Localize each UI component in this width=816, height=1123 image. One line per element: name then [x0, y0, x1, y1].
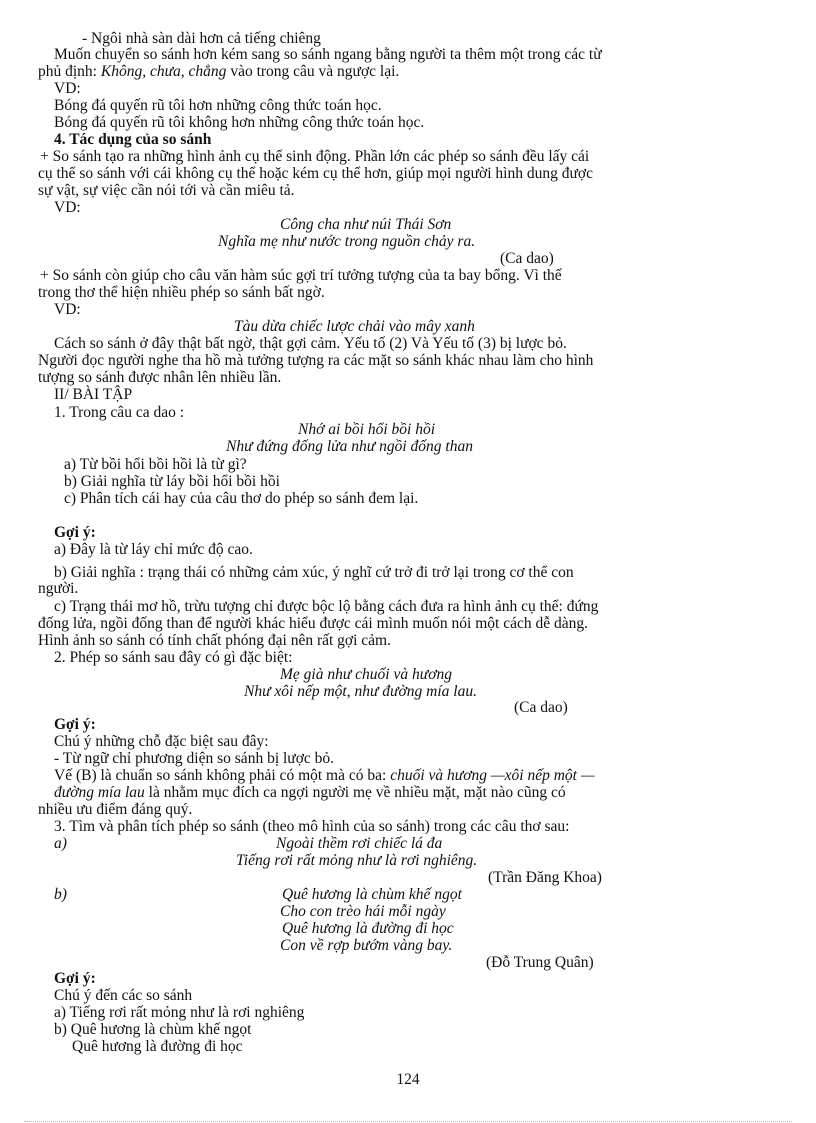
example-label: VD: — [54, 301, 81, 318]
exercise-question: 1. Trong câu ca dao : — [54, 404, 185, 421]
example-label: VD: — [54, 199, 81, 216]
text-segment: là nhằm mục đích ca ngợi người mẹ về nhiều mặt, mặt nào cũng có — [144, 784, 566, 801]
poem-line: Công cha như núi Thái Sơn — [280, 216, 452, 233]
poem-line: Nghĩa mẹ như nước trong nguồn chảy ra. — [218, 233, 476, 250]
body-line: cụ thể so sánh với cái không cụ thể hoặc kém cụ thể hơn, giúp mọi người hình dung được — [38, 165, 593, 182]
body-line: a) Đây là từ láy chỉ mức độ cao. — [54, 541, 253, 558]
body-line: đống lửa, ngồi đống than để người khác hiểu được cái mình muốn nói một cách dễ dàng. — [38, 615, 588, 632]
body-line: Chú ý đến các so sánh — [54, 987, 193, 1004]
italic-segment: chuối và hương —xôi nếp một — — [390, 767, 595, 784]
body-line: Bóng đá quyến rũ tôi hơn những công thức toán học. — [54, 97, 382, 114]
body-line: Cách so sánh ở đây thật bất ngờ, thật gợi cảm. Yếu tố (2) Và Yếu tố (3) bị lược bỏ. — [54, 335, 567, 352]
body-line — [54, 767, 595, 784]
hint-heading: Gợi ý: — [54, 716, 96, 733]
page-number: 124 — [396, 1071, 420, 1088]
poem-line: Cho con trèo hái mỗi ngày — [280, 903, 446, 920]
body-line: - Từ ngữ chỉ phương diện so sánh bị lược bỏ. — [54, 750, 335, 767]
section-heading: II/ BÀI TẬP — [54, 386, 133, 403]
list-item: c) Phân tích cái hay của câu thơ do phép so sánh đem lại. — [64, 490, 419, 507]
hint-heading: Gợi ý: — [54, 524, 96, 541]
poem-line: Nhớ ai bồi hổi bồi hồi — [298, 421, 436, 438]
poem-line: Quê hương là chùm khế ngọt — [282, 886, 462, 903]
body-line: Người đọc người nghe tha hồ mà tưởng tượng ra các mặt so sánh khác nhau làm cho hình — [38, 352, 594, 369]
list-marker: b) — [54, 886, 67, 903]
list-item: b) Giải nghĩa từ láy bồi hổi bồi hồi — [64, 473, 280, 490]
example-label: VD: — [54, 80, 81, 97]
body-line: a) Tiếng rơi rất mỏng như là rơi nghiêng — [54, 1004, 305, 1021]
italic-segment: Không, chưa, chẳng — [100, 63, 227, 80]
italic-segment: đường mía lau — [54, 784, 145, 801]
body-line: + So sánh tạo ra những hình ảnh cụ thể sinh động. Phần lớn các phép so sánh đều lấy cái — [40, 148, 590, 165]
source-credit: (Ca dao) — [514, 699, 568, 716]
body-line: người. — [38, 580, 79, 597]
exercise-question: 2. Phép so sánh sau đây có gì đặc biệt: — [54, 649, 293, 666]
text-segment: vào trong câu và ngược lại. — [226, 63, 400, 80]
body-line: nhiều ưu điểm đáng quý. — [38, 801, 193, 818]
body-line: Bóng đá quyến rũ tôi không hơn những công thức toán học. — [54, 114, 425, 131]
poem-line: Quê hương là đường đi học — [282, 920, 454, 937]
source-credit: (Ca dao) — [500, 250, 554, 267]
text-segment: phủ định: — [38, 63, 101, 80]
hint-heading: Gợi ý: — [54, 970, 96, 987]
body-line: + So sánh còn giúp cho câu văn hàm súc gợi trí tưởng tượng của ta bay bổng. Vì thế — [40, 267, 562, 284]
poem-line: Như xôi nếp một, như đường mía lau. — [244, 683, 477, 700]
body-line: sự vật, sự việc cần nói tới và cần miêu tả. — [38, 182, 295, 199]
section-heading: 4. Tác dụng của so sánh — [54, 131, 212, 148]
body-line: Hình ảnh so sánh có tính chất phóng đại nên rất gợi cảm. — [38, 632, 391, 649]
body-line: c) Trạng thái mơ hồ, trừu tượng chỉ được bộc lộ bằng cách đưa ra hình ảnh cụ thể: đứng — [54, 598, 599, 615]
bullet-line: - Ngôi nhà sàn dài hơn cả tiếng chiêng — [82, 30, 321, 47]
body-line: Quê hương là đường đi học — [72, 1038, 243, 1055]
poem-line: Con về rợp bướm vàng bay. — [280, 937, 453, 954]
body-line: trong thơ thể hiện nhiều phép so sánh bất ngờ. — [38, 284, 325, 301]
body-line: Chú ý những chỗ đặc biệt sau đây: — [54, 733, 269, 750]
poem-line: Như đứng đống lửa như ngồi đống than — [226, 438, 473, 455]
exercise-question: 3. Tìm và phân tích phép so sánh (theo mô hình của so sánh) trong các câu thơ sau: — [54, 818, 570, 835]
body-line — [38, 63, 399, 80]
body-line: b) Giải nghĩa : trạng thái có những cảm xúc, ý nghĩ cứ trở đi trở lại trong cơ thể con — [54, 564, 574, 581]
page-bottom-rule — [24, 1121, 792, 1122]
source-credit: (Đỗ Trung Quân) — [486, 954, 594, 971]
text-segment: Vế (B) là chuẩn so sánh không phải có một mà có ba: — [54, 767, 391, 784]
poem-line: Mẹ già như chuối và hương — [280, 666, 452, 683]
body-line: Muốn chuyển so sánh hơn kém sang so sánh ngang bằng người ta thêm một trong các từ — [54, 46, 602, 63]
body-line: b) Quê hương là chùm khế ngọt — [54, 1021, 252, 1038]
poem-line: Tàu dừa chiếc lược chải vào mây xanh — [234, 318, 475, 335]
body-line — [54, 784, 566, 801]
list-item: a) Từ bồi hổi bồi hồi là từ gì? — [64, 456, 247, 473]
poem-line: Ngoài thềm rơi chiếc lá đa — [276, 835, 443, 852]
list-marker: a) — [54, 835, 67, 852]
source-credit: (Trần Đăng Khoa) — [488, 869, 602, 886]
body-line: tượng so sánh được nhân lên nhiều lần. — [38, 369, 282, 386]
poem-line: Tiếng rơi rất mỏng như là rơi nghiêng. — [236, 852, 478, 869]
